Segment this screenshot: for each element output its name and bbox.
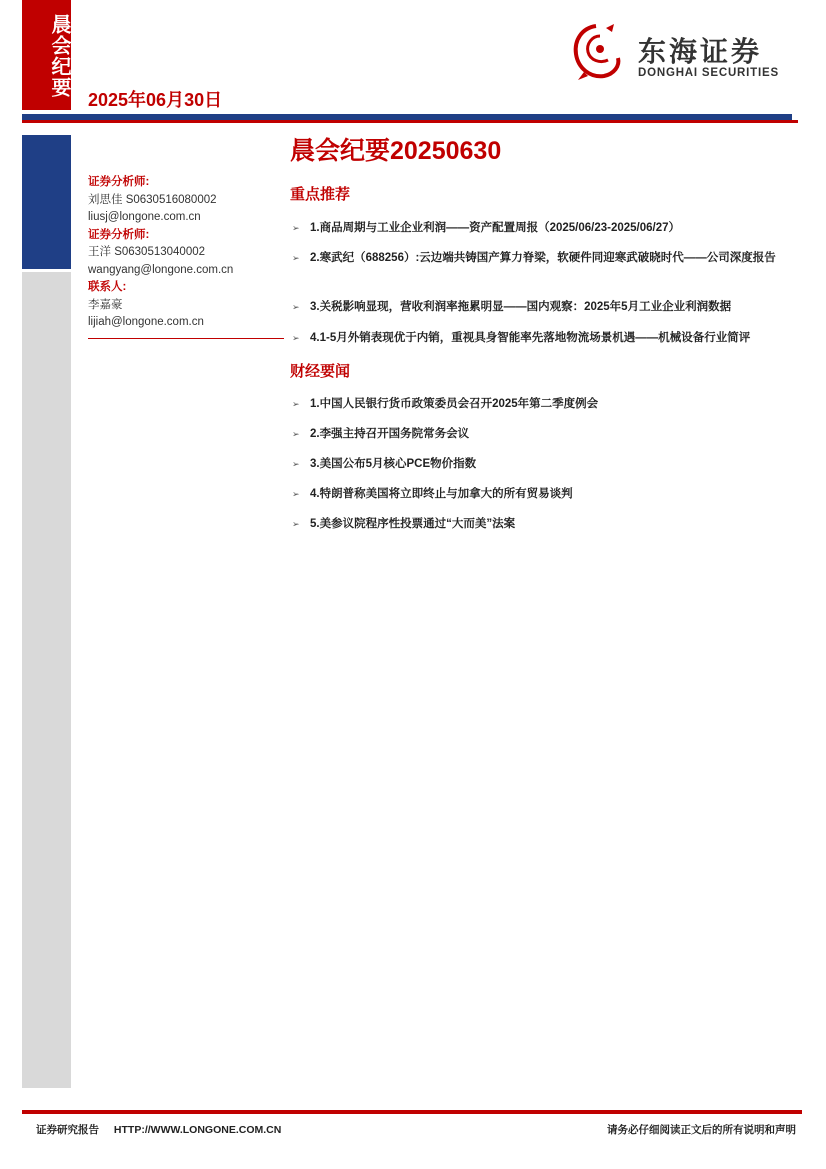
arrow-bullet-icon: ➢: [292, 223, 300, 233]
footer-left: [36, 1122, 281, 1137]
analyst-entry: [88, 174, 284, 227]
arrow-bullet-icon: ➢: [292, 459, 300, 469]
report-type-tab: [22, 0, 71, 110]
list-item-text: 1.中国人民银行货币政策委员会召开2025年第二季度例会: [310, 398, 599, 410]
arrow-bullet-icon: ➢: [292, 253, 300, 263]
list-item-text: 2.寒武纪（688256）:云边端共铸国产算力脊梁，软硬件同迎寒武破晓时代——公司深度报告: [310, 252, 776, 264]
analyst-email[interactable]: wangyang@longone.com.cn: [88, 263, 234, 276]
company-logo: [570, 22, 800, 86]
list-item[interactable]: [290, 396, 800, 413]
dragon-logo-icon: [570, 22, 622, 82]
list-item[interactable]: [290, 486, 800, 503]
report-type-label: 晨会纪要: [48, 14, 72, 98]
analyst-role-label: 证券分析师:: [88, 176, 150, 188]
list-item-text: 2.李强主持召开国务院常务会议: [310, 428, 470, 440]
list-item[interactable]: [290, 250, 800, 267]
arrow-bullet-icon: ➢: [292, 399, 300, 409]
analyst-name: 王洋 S0630513040002: [88, 246, 206, 258]
section-title-news: 财经要闻: [290, 363, 351, 380]
analyst-name: 刘思佳 S0630516080002: [88, 193, 217, 206]
arrow-bullet-icon: ➢: [292, 333, 300, 343]
list-item[interactable]: [290, 426, 800, 443]
contact-name: 李嘉豪: [88, 298, 123, 311]
footer-report-label: 证券研究报告: [36, 1124, 99, 1136]
list-item-text: 3.关税影响显现，营收利润率拖累明显——国内观察：2025年5月工业企业利润数据: [310, 301, 732, 313]
footer-divider: [22, 1110, 802, 1114]
arrow-bullet-icon: ➢: [292, 519, 300, 529]
section-title-highlights: 重点推荐: [290, 186, 351, 203]
analyst-divider: [88, 338, 284, 339]
list-item-text: 5.美参议院程序性投票通过“大而美”法案: [310, 518, 516, 530]
arrow-bullet-icon: ➢: [292, 302, 300, 312]
page-title: 晨会纪要20250630: [290, 137, 502, 165]
list-item-text: 4.1-5月外销表现优于内销，重视具身智能率先落地物流场景机遇——机械设备行业简评: [310, 332, 751, 344]
arrow-bullet-icon: ➢: [292, 429, 300, 439]
list-item[interactable]: [290, 516, 800, 533]
logo-english-name: DONGHAI SECURITIES: [638, 67, 779, 79]
analyst-role-label: 证券分析师:: [88, 228, 150, 241]
analyst-email[interactable]: liusj@longone.com.cn: [88, 211, 201, 223]
analyst-entry: [88, 227, 284, 280]
sidebar-gray-block: [22, 272, 71, 1088]
list-item[interactable]: [290, 330, 820, 347]
list-item[interactable]: [290, 220, 800, 237]
analyst-list: [88, 174, 284, 332]
contact-email[interactable]: lijiah@longone.com.cn: [88, 316, 204, 328]
header-divider-red: [22, 120, 798, 123]
list-item[interactable]: [290, 299, 800, 316]
footer-disclaimer: 请务必仔细阅读正文后的所有说明和声明: [607, 1124, 796, 1136]
list-item-text: 3.美国公布5月核心PCE物价指数: [310, 458, 477, 470]
list-item-text: 1.商品周期与工业企业利润——资产配置周报（2025/06/23-2025/06/27）: [310, 222, 681, 234]
sidebar-blue-block: [22, 135, 71, 269]
list-item-text: 4.特朗普称美国将立即终止与加拿大的所有贸易谈判: [310, 488, 573, 500]
list-item[interactable]: [290, 456, 800, 473]
contact-entry: [88, 279, 284, 332]
logo-chinese-name: 东海证券: [638, 35, 763, 68]
footer-website-link[interactable]: HTTP://WWW.LONGONE.COM.CN: [113, 1124, 282, 1136]
report-date: 2025年06月30日: [88, 90, 223, 110]
contact-role-label: 联系人:: [88, 281, 127, 293]
arrow-bullet-icon: ➢: [292, 489, 300, 499]
